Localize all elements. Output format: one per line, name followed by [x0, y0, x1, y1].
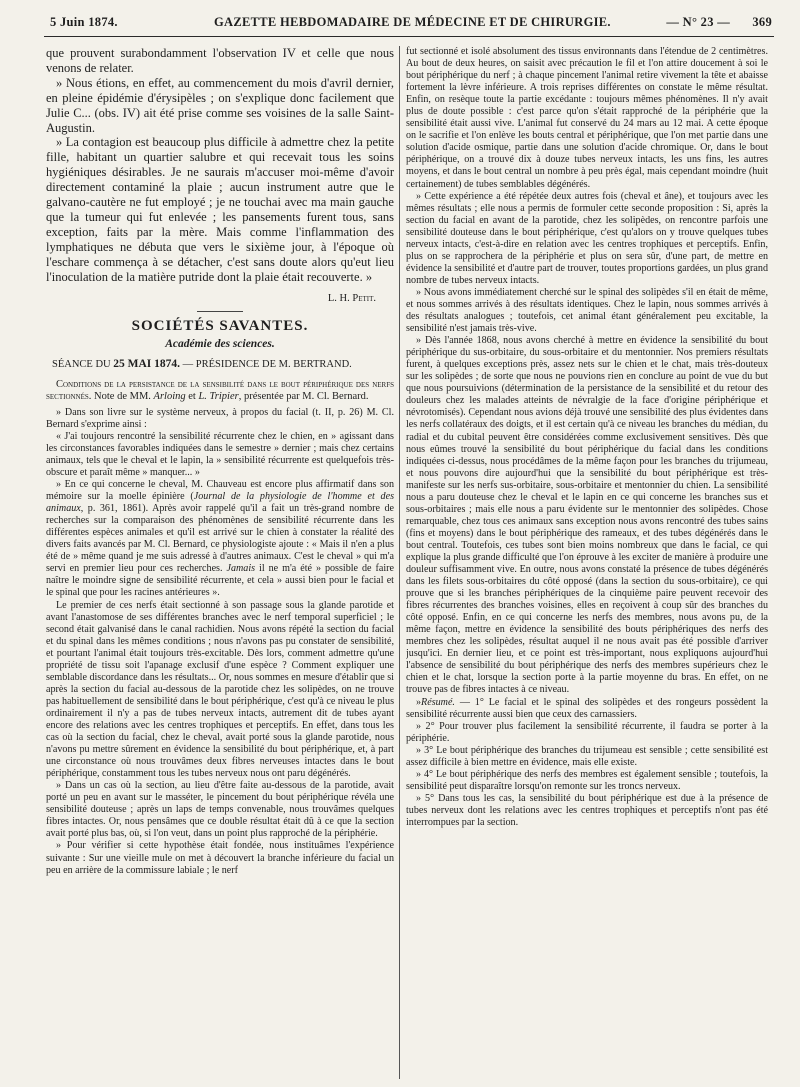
page-header	[44, 10, 774, 37]
paragraph: que prouvent surabondamment l'observation IV et celle que nous venons de relater.	[46, 46, 394, 75]
summary-paragraph: »Résumé. — 1° Le facial et le spinal des solipèdes et des rongeurs possèdent la sensibilité récurrente aussi bien que ceux des carnassiers.	[406, 696, 768, 720]
paragraph: » Dans son livre sur le système nerveux, à propos du facial (t. II, p. 26) M. Cl. Bernard s'exprime ainsi :	[46, 406, 394, 430]
left-column	[46, 46, 394, 1079]
article-heading	[46, 379, 394, 403]
summary-item: » 5° Dans tous les cas, la sensibilité du bout périphérique est due à la présence de tubes nerveux dont les relations avec les centres trophiques et perceptifs n'ont pas été interrompues par la section.	[406, 792, 768, 828]
paragraph: fut sectionné et isolé absolument des tissus environnants dans l'étendue de 2 centimètres. Au bout de deux heures, on saisit avec précaution le fil et l'on attire doucement à soi le bout périphérique du nerf ; à chaque pincement l'animal retire vivement la tête et abaisse fortement la lèvre inférieure. A trois reprises différentes on constate le même résultat. Enfin, on resèque toute la partie excédante : toujours mêmes phénomènes. Il n'y avait plus de doute possible : c'est parce qu'on s'était rapproché de la périphérie que la sensibilité était aussi vive. L'animal fut conservé du 24 mars au 12 mai. A cette époque on le sacrifie et l'on enlève les bouts central et périphérique, que l'on met partie dans une solution d'acide osmique, partie dans une solution d'acide chromique. Or, dans le bout périphérique, on a trouvé dix à douze tubes nerveux intacts, les uns fins, les autres moyens, et dans le bout central un nombre à peu près égal, mais cependant moindre (huit certainement) de tubes semblables dégénérés.	[406, 46, 768, 190]
author-tripier: L. Tripier	[198, 390, 239, 402]
presented-by: , présentée par M. Cl. Bernard.	[238, 390, 369, 402]
summary-item: » 4° Le bout périphérique des nerfs des membres est également sensible ; toutefois, la sensibilité peut disparaître lorsqu'on remonte sur les troncs nerveux.	[406, 768, 768, 792]
text-run: il ne m'a été » possible de faire naître le moindre signe de sensibilité récurrente, et cela » aussi bien pour le facial et le spinal que pour les racines antérieures ».	[46, 563, 394, 599]
issue-number: — N° 23 —	[666, 15, 730, 29]
session-line	[46, 358, 394, 371]
paragraph	[46, 479, 394, 599]
issue-date: 5 Juin 1874.	[50, 15, 118, 29]
author-signature: L. H. Petit.	[327, 292, 376, 304]
paragraph: » Nous étions, en effet, au commencement du mois d'avril dernier, en pleine épidémie d'érysipèles ; on s'explique donc facilement que Julie C... (obs. IV) ait été prise comme ses voisines de la salle Saint-Augustin.	[46, 75, 394, 135]
author-arloing: Arloing	[153, 390, 186, 402]
paragraph: » Cette expérience a été répétée deux autres fois (cheval et âne), et toujours avec les mêmes résultats ; elle nous a permis de formuler cette seconde proposition : Si, après la section du facial en avant de la parotide, chez les solipèdes, on rencontre parfois une sensibilité douteuse dans le bout périphérique, c'est qu'alors on y trouve quelques tubes nerveux intacts, c'est-à-dire en relation avec les centres trophiques et perceptifs. Enfin, plus on se rapprochera de la périphérie et plus on sera sûr, d'une part, de mettre en évidence la sensibilité et d'autre part de trouver, toutes proportions gardées, un plus grand nombre de tubes nerveux intacts.	[406, 190, 768, 286]
summary-item: » 3° Le bout périphérique des branches du trijumeau est sensible ; cette sensibilité est assez difficile à bien mettre en évidence, mais elle existe.	[406, 744, 768, 768]
summary-item: » 2° Pour trouver plus facilement la sensibilité récurrente, il faudra se porter à la périphérie.	[406, 720, 768, 744]
subsection-title: Académie des sciences.	[165, 337, 275, 350]
journal-title: GAZETTE HEBDOMADAIRE DE MÉDECINE ET DE CHIRURGIE.	[214, 15, 611, 29]
article-ending	[46, 46, 394, 285]
section-title: SOCIÉTÉS SAVANTES.	[131, 317, 309, 334]
paragraph: » Pour vérifier si cette hypothèse était fondée, nous instituâmes l'expérience suivante : Sur une vieille mule on met à découvert la branche inférieure du facial un peu en arrière de la commissure labiale ; le nerf	[46, 840, 394, 876]
text-run: — 1° Le facial et le spinal des solipèdes et des rongeurs possèdent la sensibilité récurrente aussi bien que ceux des carnassiers.	[406, 696, 768, 720]
paragraph: » Dans un cas où la section, au lieu d'être faite au-dessous de la parotide, avait porté un peu en avant sur le masséter, le pincement du bout périphérique révéla une sensibilité douteuse ; après un laps de temps convenable, nous trouvâmes quelques fibres intactes. Or, nous pensâmes que ce double résultat était dû à ce que la section avait porté plus bas, où, si l'on veut, dans un point plus rapproché de la périphérie.	[46, 780, 394, 840]
text-run: » En ce qui concerne le cheval, M. Chauveau est encore plus affirmatif dans son mémoire sur la moelle épinière (	[46, 479, 394, 503]
summary-label: Résumé.	[421, 696, 455, 708]
paragraph: » Dès l'année 1868, nous avons cherché à mettre en évidence la sensibilité du bout périphérique du sus-orbitaire, du sous-orbitaire et du mentonnier. Nos premiers résultats furent, à quelques exceptions près, assez nets sur le chien et le chat, mais très-douteux sur les solipèdes ; de sorte que nous ne pouvions rien en conclure au point de vue du but que nous poursuivions (détermination de la persistance de la sensibilité et du retour des douleurs chez les malades atteints de névralgie de la face d'origine périphérique et névrotomisés). Cependant nous avions déjà trouvé une sensibilité des plus évidentes dans les nerfs collatéraux des doigts, et il est certain qu'à ce niveau les branches du médian, du radial et du cubital peuvent être considérées comme exclusivement sensitives. Dès que nous eûmes trouvé la sensibilité du bout périphérique du facial dans les conditions indiquées ci-dessus, nous procédâmes de la même façon pour les branches du trijumeau, et nous pouvons dire aujourd'hui que la sensibilité du bout périphérique est très-manifeste sur les nerfs sus-orbitaire, sous-orbitaire et mentonnier du chien. La sensibilité nous a paru douteuse chez le cheval et le lapin en ce qui concerne les branches sus et sous-orbitaires ; mais elle nous a paru évidente sur le mentonnier des solipèdes. Chose remarquable, chez tous ces animaux sans exception nous avons rencontré des tubes sains (fins et moyens) dans le bout périphérique des rameaux, et des tubes dégénérés dans le bout central. Toutefois, ces tubes sont bien moins nombreux que dans le facial, ce qui explique la plus grande difficulté que l'on éprouve à les exciter de manière à produire une douleur suffisamment vive. En outre, nous avons constaté la présence de tubes dégénérés dans les filets sous-orbitaires du côté opposé (dans la section du sous-orbitaire), ce qui prouve que si les branches périphériques de la cinquième paire peuvent recevoir des fibres récurrentes des branches voisines, elles en reçoivent à coup sûr des branches du côté opposé. Enfin, en ce qui concerne les nerfs des membres, nous avons pu, de la même façon, mettre en évidence la sensibilité des bouts périphériques des nerfs des membres chez les solipèdes, résultat auquel il ne nous avait pas été possible d'arriver jusqu'ici. En dernier lieu, et ce point est très-important, nous expliquons aujourd'hui l'absence de sensibilité du bout périphérique des nerfs des membres supérieurs chez le chien et le chat, lorsque la section porte à la partie moyenne du bras. En effet, on ne trouve pas de fibres intactes à ce niveau.	[406, 335, 768, 696]
journal-reference: Journal de la physiologie de l'homme et des animaux	[46, 491, 394, 515]
right-column	[406, 46, 768, 1079]
emphasis: Jamais	[226, 563, 256, 575]
paragraph: » La contagion est beaucoup plus difficile à admettre chez la petite fille, habitant un quartier salubre et qui recevait tous les soins hygiéniques désirables. Je ne saurais m'accuser moi-même d'avoir directement contaminé la plaie ; aucun instrument autre que le galvano-cautère ne fut employé ; je ne touchai avec ma main gauche que la tumeur qui fut enlevée ; les pansements furent tous, sans exception, faits par la mère. Mais comme l'inflammation des lymphatiques ne débuta que vers le sixième jour, à l'époque où l'eschare commença à se détacher, c'est sans doute alors qu'eut lieu l'inoculation de la matière putride dont la plaie était recouverte. »	[46, 135, 394, 284]
conjunction: et	[188, 390, 196, 402]
article-title: Conditions de la persistance de la sensibilité dans le bout périphérique des nerfs sectionnés.	[46, 378, 394, 402]
paragraph: Le premier de ces nerfs était sectionné à son passage sous la glande parotide et avant l'anastomose de ses différentes branches avec le nerf temporal superficiel ; le second était galvanisé dans le canal rachidien. Nous avons répété la section du facial et du spinal dans les mêmes conditions ; nous n'avons pas pu constater de sensibilité, et pourtant l'animal était toujours très-excitable. Dès lors, comment admettre qu'une propriété de tissu soit l'apanage exclusif d'une espèce ? Comment expliquer une semblable discordance dans les résultats... Or, nous sommes en mesure d'établir que si après la section du facial au-dessous de la parotide chez les solipèdes, on ne trouve pas habituellement de sensibilité dans le bout périphérique, c'est qu'à ce niveau le plus ordinairement il n'y a pas de tubes nerveux intacts, autrement dit de tubes ayant encore des relations avec les centres trophiques et perceptifs. En effet, dans tous les cas où la section du facial, chez le cheval, avait porté sous la glande parotide, nous n'avons pu mettre sûrement en évidence la sensibilité du bout périphérique, et, à part une circonstance où nous trouvâmes deux fibres nerveuses intactes dans le bout périphérique, constamment tous les tubes nerveux nous ont paru dégénérés.	[46, 599, 394, 780]
quote-paragraph: « J'ai toujours rencontré la sensibilité récurrente chez le chien, en » agissant dans les circonstances favorables indiquées dans le semestre » dernier ; mais chez certains animaux, tels que le cheval et le lapin, la » sensibilité récurrente est quelquefois très-obscure et paraît même » manquer... »	[46, 430, 394, 479]
session-prefix: SÉANCE DU	[52, 358, 111, 370]
session-president: — PRÉSIDENCE DE M. BERTRAND.	[182, 358, 352, 370]
page-number: 369	[752, 15, 772, 29]
text-run: , p. 361, 1861). Après avoir rappelé qu'il a fait un très-grand nombre de recherches sur la comparaison des phénomènes de sensibilité récurrente dans les différentes espèces animales et qu'il est arrivé sur le chien à constater la réalité des divers faits avancés par M. Cl. Bernard, ce physiologiste ajoute : « Mais il n'en a plus été de » même quand je me suis adressé à d'autres animaux. C'est le cheval » qui m'a servi en premier lieu pour ces recherches.	[46, 503, 394, 575]
session-date: 25 MAI 1874.	[113, 357, 181, 370]
column-divider	[399, 46, 400, 1079]
article-note: Note de MM.	[94, 390, 151, 402]
section-divider	[197, 311, 243, 312]
paragraph: » Nous avons immédiatement cherché sur le spinal des solipèdes s'il en était de même, et nous sommes arrivés à des résultats identiques. Chez le lapin, nous sommes arrivés à des résultats analogues ; toutefois, cet animal étant généralement peu excitable, la sensibilité n'est jamais très-vive.	[406, 286, 768, 335]
